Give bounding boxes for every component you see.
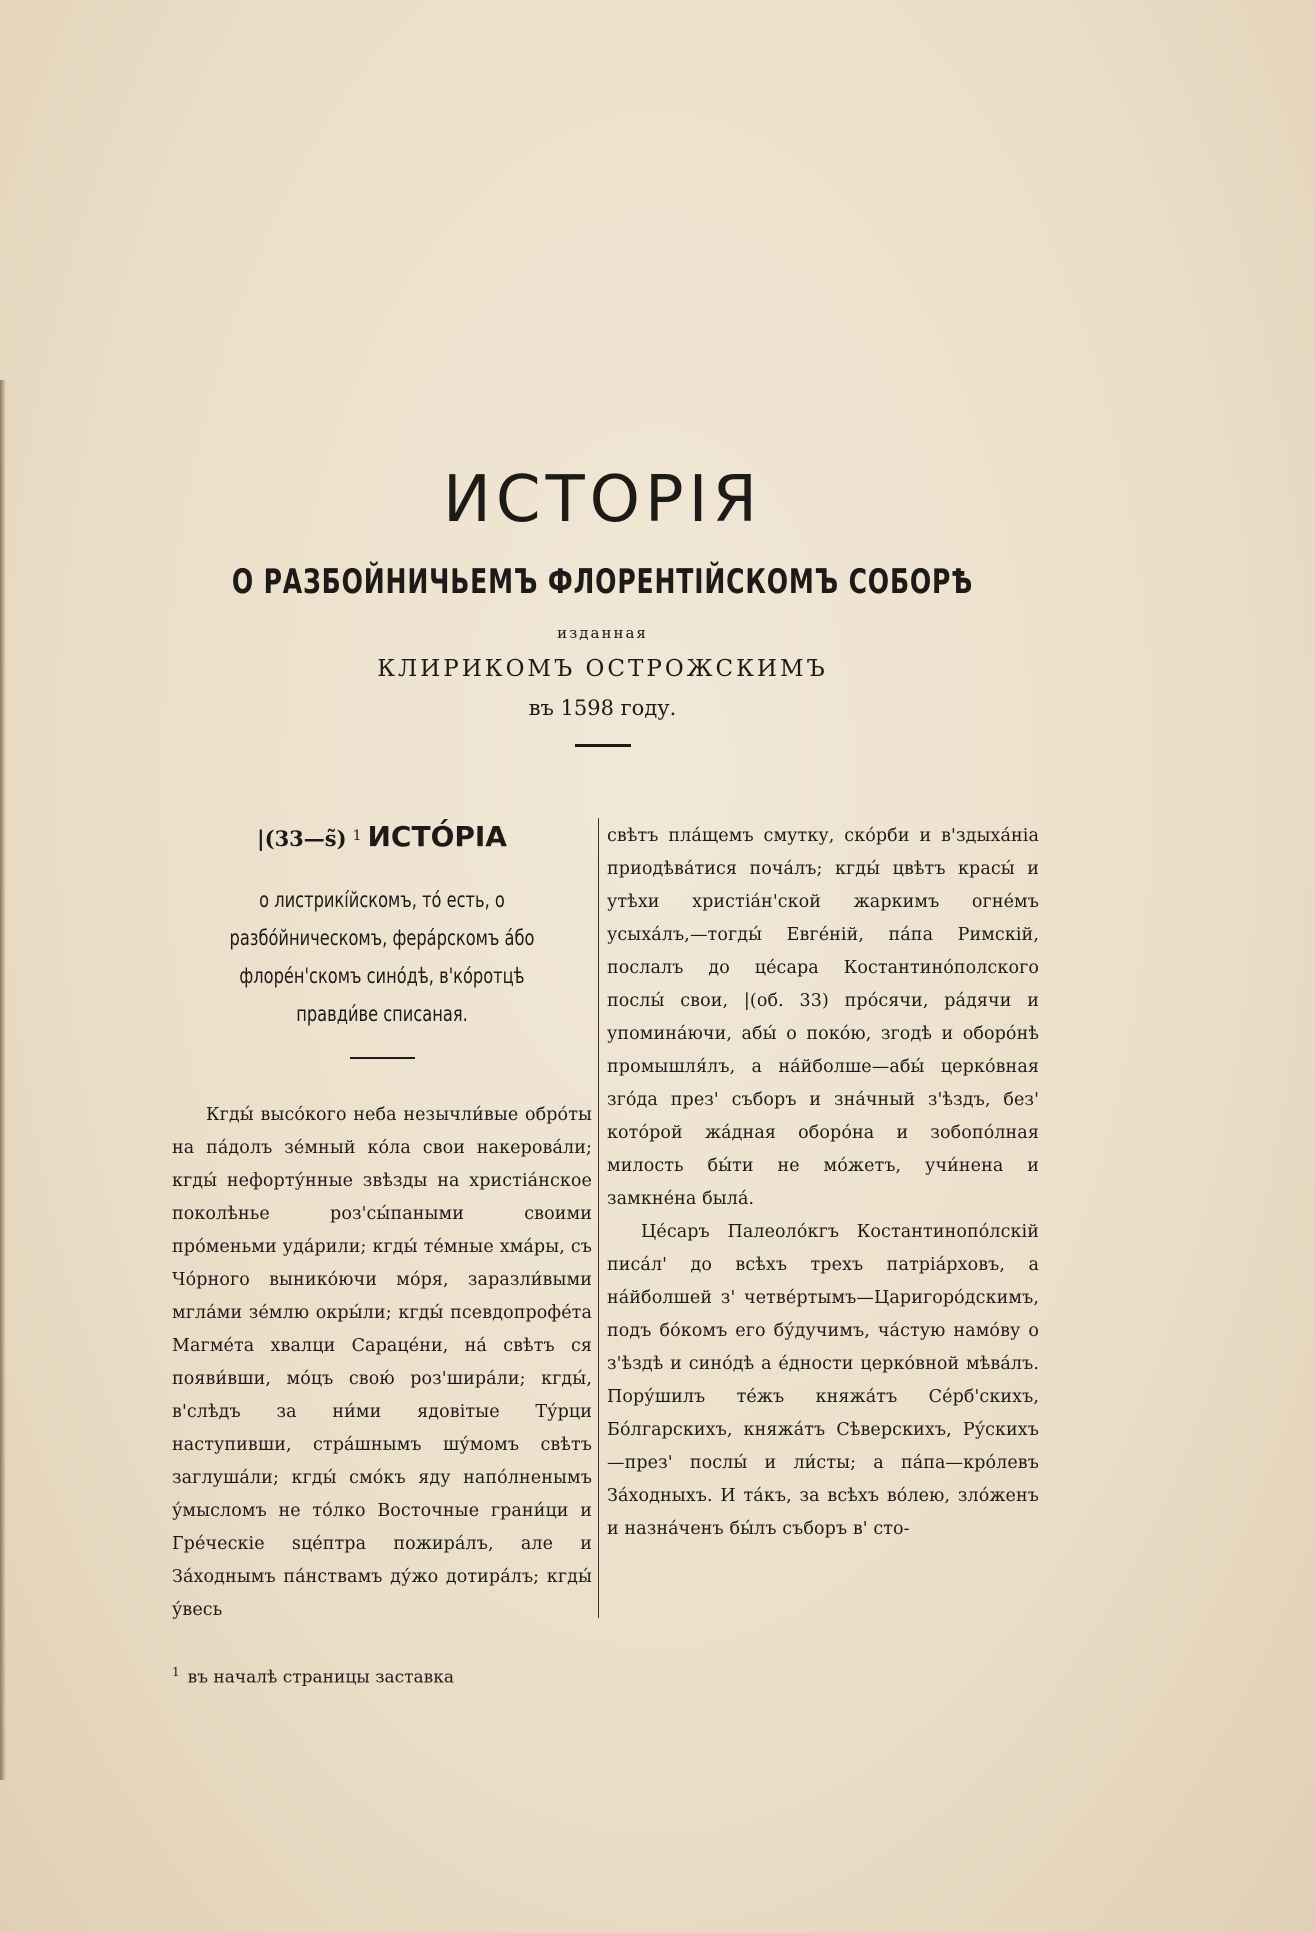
chapter-description: о листрикі́йскомъ, то́ есть, о разбо́йническомъ, фера́рскомъ а́бо флоре́н'скомъ сино́дѣ, в'ко́ротцѣ правди́ве списаная. bbox=[229, 888, 535, 1026]
body-paragraph: Кгды́ высо́кого неба незычли́вые обро́ты на па́долъ зе́мный ко́ла свои накерова́ли; кгды́ нефорту́нные звѣзды на христіа́нское поколѣнье роз'сы́паными своими про́меньми уда́рили; кгды́ те́мные хма́ры, съ Чо́рного вынико́ючи мо́ря, заразли́выми мгла́ми зе́млю окры́ли; кгды́ псевдопрофе́та Магме́та хвалци Сараце́ни, на́ свѣтъ ся появи́вши, мо́цъ свою́ роз'шира́ли; кгды́, в'слѣдъ за ни́ми ядовітые Ту́рци наступивши, стра́шнымъ шу́момъ свѣтъ заглуша́ли; кгды́ смо́къ яду напо́лненымъ у́мысломъ не то́лко Восточные грани́ци и Гре́ческіе sце́птра пожира́лъ, але и За́ходнымъ па́нствамъ ду́жо дотира́лъ; кгды́ у́весь bbox=[172, 1105, 592, 1620]
left-column bbox=[172, 820, 592, 1627]
body-paragraph: Це́саръ Палеоло́кгъ Костантинопо́лскій писа́л' до всѣхъ трехъ патріа́рховъ, а на́йболшей з' четве́ртымъ—Царигоро́дскимъ, подъ бо́комъ его бу́дучимъ, ча́стую намо́ву о з'ѣздѣ и сино́дѣ а е́дности церко́вной мѣва́лъ. Пору́шилъ те́жъ княжа́тъ Се́рб'скихъ, Бо́лгарскихъ, княжа́тъ Сѣверскихъ, Ру́скихъ—през' послы́ и ли́сты; а па́па—кро́левъ За́ходныхъ. И та́къ, за всѣхъ во́лею, зло́женъ и назна́ченъ бы́лъ съборъ в' сто- bbox=[607, 1222, 1039, 1539]
footnote-mark: 1 bbox=[172, 1665, 180, 1679]
folio-marker: |(33—ѕ̃) bbox=[257, 826, 347, 851]
section-rule bbox=[350, 1057, 415, 1059]
footnote-reference: 1 bbox=[352, 827, 362, 844]
main-title: ИСТОРІЯ bbox=[443, 463, 762, 537]
subtitle: О РАЗБОЙНИЧЬЕМЪ ФЛОРЕНТІЙСКОМЪ СОБОРѢ bbox=[231, 562, 974, 602]
edited-label: изданная bbox=[557, 624, 648, 642]
publisher-line: КЛИРИКОМЪ ОСТРОЖСКИМЪ bbox=[377, 656, 828, 682]
column-divider bbox=[598, 818, 599, 1618]
chapter-title: ИСТО́РІА bbox=[367, 820, 507, 853]
title-rule bbox=[575, 744, 631, 747]
chapter-heading bbox=[172, 820, 592, 853]
year-line: въ 1598 году. bbox=[528, 696, 677, 720]
title-block bbox=[0, 460, 1205, 747]
right-column bbox=[607, 820, 1039, 1546]
footnote bbox=[172, 1665, 454, 1688]
body-paragraph: свѣтъ пла́щемъ смутку, ско́рби и в'здыха́ніа приодѣва́тися поча́лъ; кгды́ цвѣтъ красы́ и утѣхи христіа́н'ской жаркимъ огне́мъ усыха́лъ,—тогды́ Евге́ній, па́па Римскій, послалъ до це́сара Костантино́полского послы́ свои, |(об. 33) про́сячи, ра́дячи и упомина́ючи, абы́ о поко́ю, згодѣ и оборо́нѣ промышля́лъ, а на́йболше—абы́ церко́вная зго́да през' съборъ и зна́чный з'ѣздъ, без' кото́рой жа́дная оборо́на и зобопо́лная милость бы́ти не мо́жетъ, учи́нена и замкне́на была́. bbox=[607, 826, 1039, 1209]
footnote-text: въ началѣ страницы заставка bbox=[187, 1667, 454, 1688]
